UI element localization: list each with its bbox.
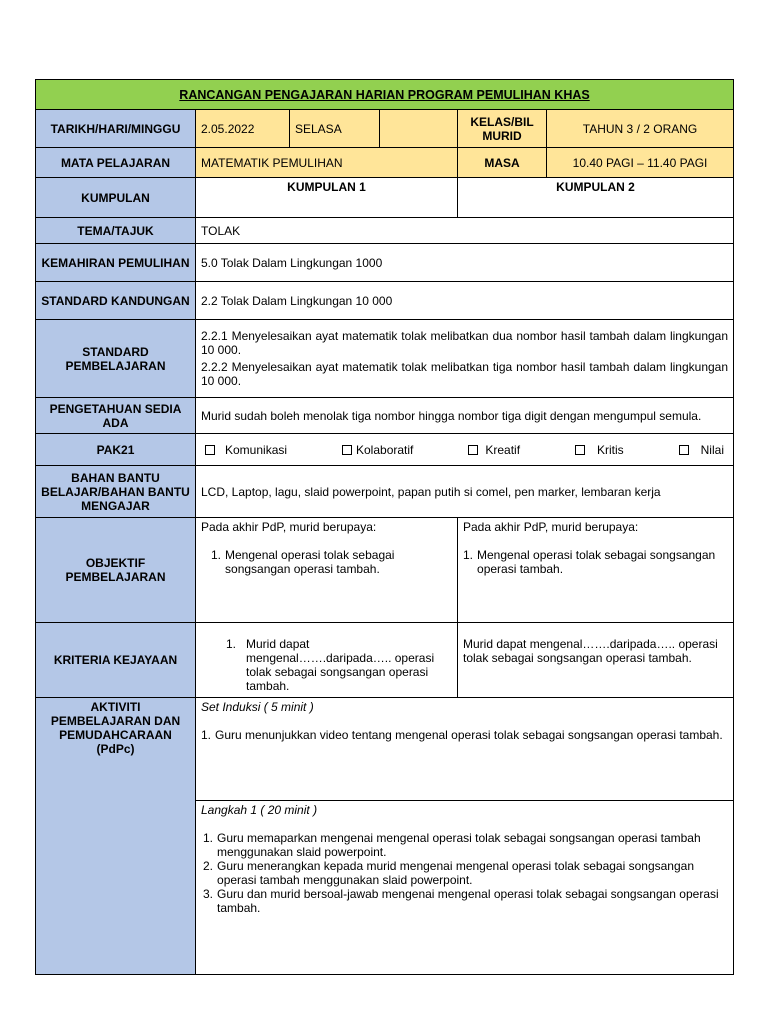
row-mata-pelajaran — [36, 148, 734, 178]
langkah-1-list — [201, 831, 728, 915]
kumpulan-label: KUMPULAN — [36, 178, 196, 218]
pak21-option-kreatif[interactable]: Kreatif — [468, 443, 520, 457]
row-aktiviti-induksi — [36, 698, 734, 801]
set-induksi-title: Set Induksi ( 5 minit ) — [201, 700, 314, 714]
standard-pembelajaran-label: STANDARD PEMBELAJARAN — [36, 320, 196, 398]
tema-label: TEMA/TAJUK — [36, 218, 196, 244]
masa-label: MASA — [458, 148, 547, 178]
week-value — [380, 110, 458, 148]
tema-value: TOLAK — [196, 218, 734, 244]
row-standard-pembelajaran — [36, 320, 734, 398]
sp-item: 2.2.2 Menyelesaikan ayat matematik tolak melibatkan tiga nombor hasil tambah dalam lingkungan 10 000. — [201, 360, 729, 388]
checkbox-icon — [205, 445, 215, 455]
pak21-option-kritis[interactable]: Kritis — [575, 443, 624, 457]
langkah-1 — [196, 801, 734, 975]
page-title: RANCANGAN PENGAJARAN HARIAN PROGRAM PEMULIHAN KHAS — [36, 80, 734, 110]
kumpulan-2-header: KUMPULAN 2 — [458, 178, 734, 218]
kumpulan-1-header: KUMPULAN 1 — [196, 178, 458, 218]
kriteria-1-item: 1. Murid dapat mengenal…….daripada….. operasi tolak sebagai songsangan operasi tambah. — [226, 637, 435, 693]
objektif-2-item: 1. Mengenal operasi tolak sebagai songsangan operasi tambah. — [463, 548, 716, 576]
row-kemahiran — [36, 244, 734, 282]
standard-pembelajaran-value — [196, 320, 734, 398]
day-value: SELASA — [290, 110, 380, 148]
langkah-1-title: Langkah 1 ( 20 minit ) — [201, 803, 318, 817]
bbm-value: LCD, Laptop, lagu, slaid powerpoint, papan putih si comel, pen marker, lembaran kerja — [196, 466, 734, 518]
objektif-1-intro: Pada akhir PdP, murid berupaya: — [201, 520, 377, 534]
kriteria-kumpulan-1 — [196, 623, 458, 698]
standard-kandungan-value: 2.2 Tolak Dalam Lingkungan 10 000 — [196, 282, 734, 320]
row-tema — [36, 218, 734, 244]
pak21-option-nilai[interactable]: Nilai — [679, 443, 724, 457]
row-pengetahuan-sedia-ada — [36, 398, 734, 434]
checkbox-icon — [679, 445, 689, 455]
row-objektif — [36, 518, 734, 623]
checkbox-icon — [342, 445, 352, 455]
tarikh-label: TARIKH/HARI/MINGGU — [36, 110, 196, 148]
bbm-label: BAHAN BANTU BELAJAR/BAHAN BANTU MENGAJAR — [36, 466, 196, 518]
masa-value: 10.40 PAGI – 11.40 PAGI — [547, 148, 734, 178]
set-induksi — [196, 698, 734, 801]
checkbox-icon — [468, 445, 478, 455]
title-row — [36, 80, 734, 110]
objektif-kumpulan-1 — [196, 518, 458, 623]
lesson-plan-table — [35, 79, 734, 975]
kriteria-label: KRITERIA KEJAYAAN — [36, 623, 196, 698]
objektif-label: OBJEKTIF PEMBELAJARAN — [36, 518, 196, 623]
date-value: 2.05.2022 — [196, 110, 290, 148]
row-kumpulan — [36, 178, 734, 218]
pak21-options — [196, 434, 734, 466]
row-standard-kandungan — [36, 282, 734, 320]
kelas-label: KELAS/BIL MURID — [458, 110, 547, 148]
checkbox-icon — [575, 445, 585, 455]
mata-pelajaran-label: MATA PELAJARAN — [36, 148, 196, 178]
kriteria-kumpulan-2: Murid dapat mengenal…….daripada….. operasi tolak sebagai songsangan operasi tambah. — [458, 623, 734, 698]
langkah-item: 3. Guru dan murid bersoal-jawab mengenai mengenal operasi tolak sebagai songsangan operasi tambah. — [203, 887, 719, 915]
row-bahan-bantu — [36, 466, 734, 518]
pak21-option-komunikasi[interactable]: Komunikasi — [205, 443, 287, 457]
set-induksi-item: 1. Guru menunjukkan video tentang mengenal operasi tolak sebagai songsangan operasi tambah. — [201, 728, 723, 742]
standard-kandungan-label: STANDARD KANDUNGAN — [36, 282, 196, 320]
kemahiran-label: KEMAHIRAN PEMULIHAN — [36, 244, 196, 282]
row-pak21 — [36, 434, 734, 466]
row-kriteria — [36, 623, 734, 698]
kelas-value: TAHUN 3 / 2 ORANG — [547, 110, 734, 148]
mata-pelajaran-value: MATEMATIK PEMULIHAN — [196, 148, 458, 178]
psa-label: PENGETAHUAN SEDIA ADA — [36, 398, 196, 434]
psa-value: Murid sudah boleh menolak tiga nombor hingga nombor tiga digit dengan mengumpul semula. — [196, 398, 734, 434]
row-tarikh — [36, 110, 734, 148]
langkah-item: 1. Guru memaparkan mengenai mengenal operasi tolak sebagai songsangan operasi tambah menggunakan slaid powerpoint. — [203, 831, 701, 859]
objektif-kumpulan-2 — [458, 518, 734, 623]
langkah-item: 2. Guru menerangkan kepada murid mengenai mengenal operasi tolak sebagai songsangan operasi tambah menggunakan slaid powerpoint. — [203, 859, 694, 887]
aktiviti-label: AKTIVITI PEMBELAJARAN DAN PEMUDAHCARAAN (PdPc) — [36, 698, 196, 975]
sp-item: 2.2.1 Menyelesaikan ayat matematik tolak melibatkan dua nombor hasil tambah dalam lingkungan 10 000. — [201, 329, 729, 357]
objektif-1-item: 1. Mengenal operasi tolak sebagai songsangan operasi tambah. — [211, 548, 395, 576]
objektif-2-intro: Pada akhir PdP, murid berupaya: — [463, 520, 639, 534]
kemahiran-value: 5.0 Tolak Dalam Lingkungan 1000 — [196, 244, 734, 282]
pak21-option-kolaboratif[interactable]: Kolaboratif — [342, 443, 413, 457]
pak21-label: PAK21 — [36, 434, 196, 466]
